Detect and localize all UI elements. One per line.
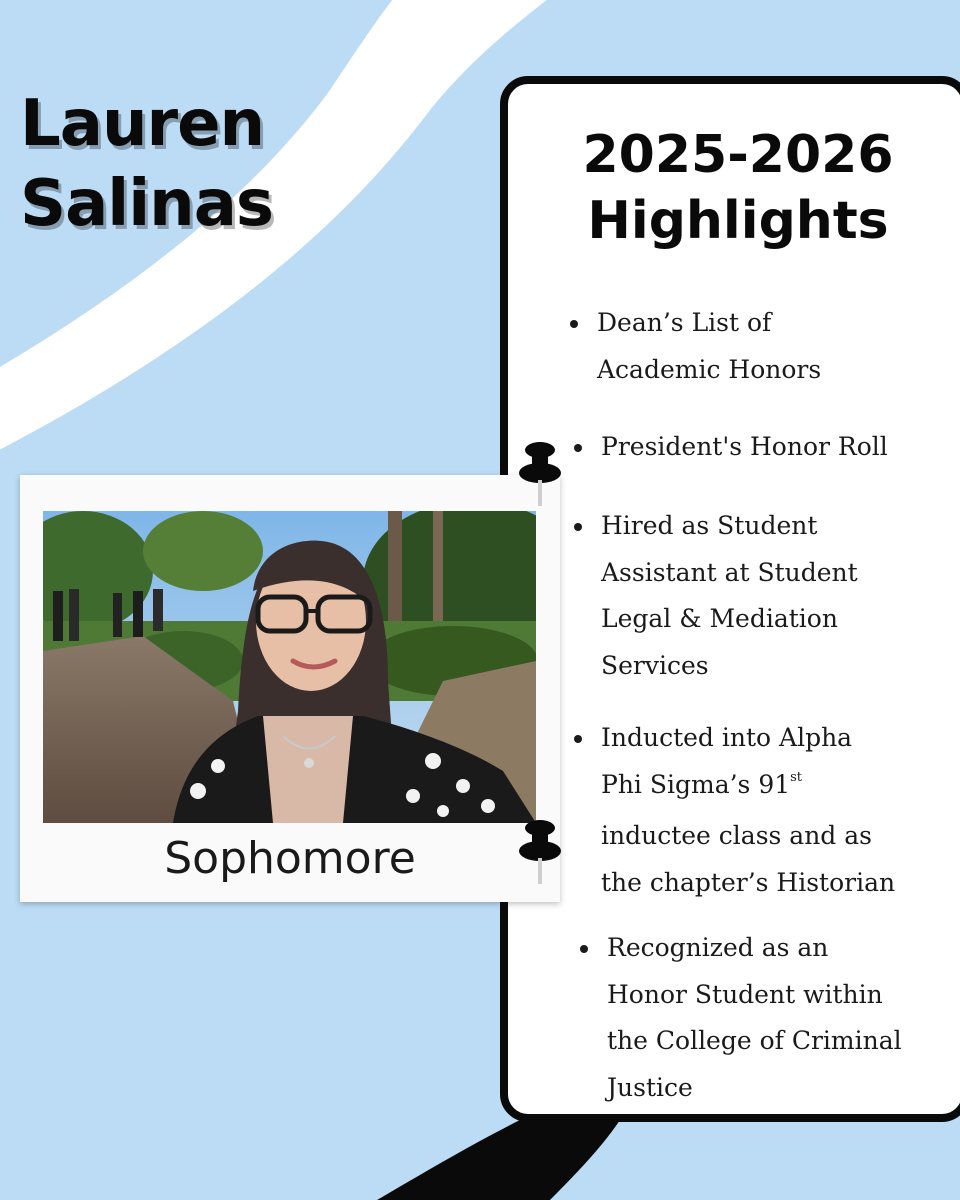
highlight-list: [601, 424, 888, 471]
highlight-list: [601, 715, 895, 906]
highlight-item-honor-student: Recognized as an Honor Student within the College of Criminal Justice: [607, 925, 902, 1111]
polaroid-frame: [20, 475, 560, 902]
class-year-caption: Sophomore: [164, 833, 416, 884]
highlight-item-deans-list: Dean’s List of Academic Honors: [597, 300, 821, 393]
highlights-title: Highlights: [587, 191, 889, 251]
push-pin-icon: [518, 440, 562, 510]
highlight-list: [601, 503, 858, 689]
student-name: [20, 84, 273, 244]
first-name: Lauren: [20, 87, 265, 161]
black-wave-stripe: [360, 1120, 620, 1200]
highlight-item-alpha-phi-sigma: Inducted into Alpha Phi Sigma’s 91st inductee class and as the chapter’s Historian: [601, 715, 895, 906]
push-pin-icon: [518, 818, 562, 888]
highlight-item-honor-roll: President's Honor Roll: [601, 424, 888, 471]
student-photo: [43, 511, 536, 823]
highlight-item-student-assistant: Hired as Student Assistant at Student Legal & Mediation Services: [601, 503, 858, 689]
highlight-list: [597, 300, 821, 393]
highlights-year: 2025-2026: [582, 125, 894, 185]
last-name: Salinas: [20, 167, 273, 241]
ordinal-suffix: st: [790, 769, 803, 785]
highlights-card: [500, 76, 960, 1122]
highlight-list: [607, 925, 902, 1111]
